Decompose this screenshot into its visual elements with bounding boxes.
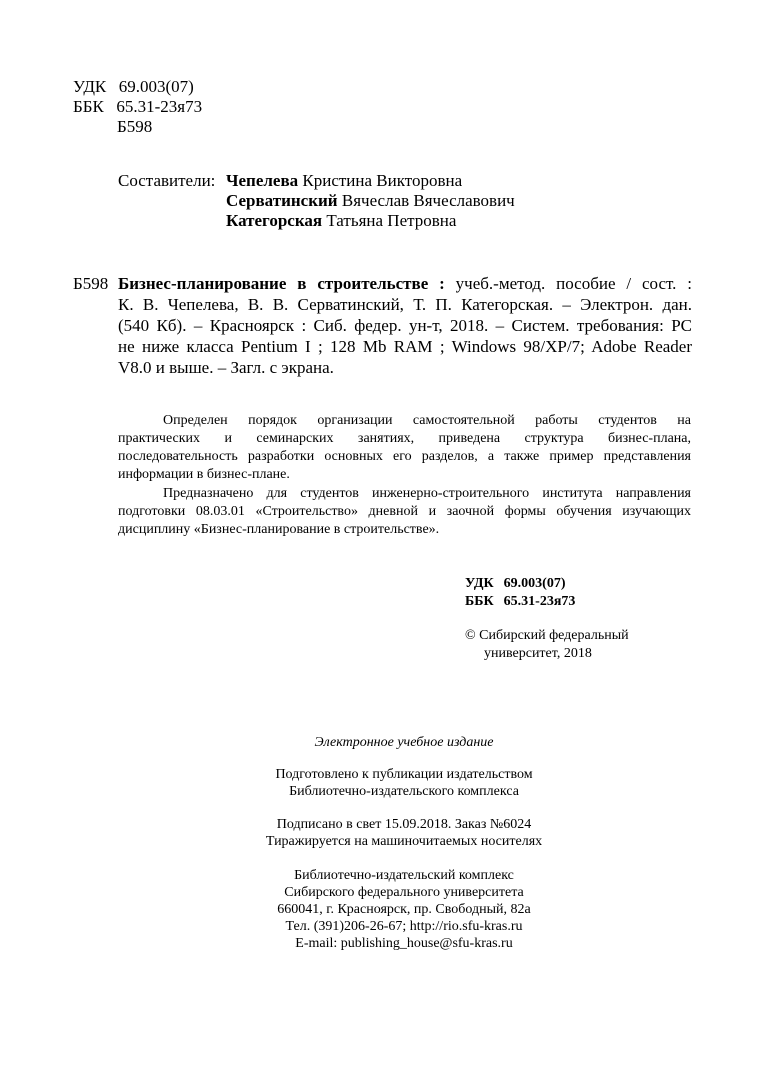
udk-label: УДК (465, 576, 494, 591)
annotation-line: Предназначено для студентов инженерно-строительного института направления (163, 486, 691, 501)
udk-line (73, 76, 194, 97)
compilers-label: Составители: (118, 171, 216, 190)
bib-line-1-rest: учеб.-метод. пособие / сост. : (455, 274, 692, 293)
prepared-line: Подготовлено к публикации издательством (275, 767, 533, 782)
compiler-2 (226, 190, 515, 211)
publisher-email: E-mail: publishing_house@sfu-kras.ru (295, 936, 513, 951)
compiler-surname: Чепелева (226, 171, 299, 190)
publisher-line: Тел. (391)206-26-67; http://rio.sfu-kras.ru (285, 919, 523, 934)
udk-value: 69.003(07) (118, 77, 194, 96)
bib-code: Б598 (73, 274, 109, 293)
compiler-name: Кристина Викторовна (302, 171, 463, 190)
publisher-line: Сибирского федерального университета (284, 885, 524, 900)
bbk-value: 65.31-23я73 (116, 97, 203, 116)
annotation-line: последовательность разработки основных его разделов, а также пример представления (118, 449, 691, 464)
compiler-3 (226, 210, 456, 231)
bbk-label: ББК (465, 594, 494, 609)
bbk-label: ББК (73, 97, 104, 116)
compiler-1 (226, 170, 462, 191)
compiler-surname: Категорская (226, 211, 323, 230)
publisher-line: 660041, г. Красноярск, пр. Свободный, 82а (277, 902, 531, 917)
udk-label: УДК (73, 77, 107, 96)
bib-line-3: (540 Кб). – Красноярск : Сиб. федер. ун-т, 2018. – Систем. требования: PC (118, 316, 692, 335)
udk-value: 69.003(07) (503, 576, 566, 591)
signed-line: Подписано в свет 15.09.2018. Заказ №6024 (276, 817, 532, 832)
publisher-line: Библиотечно-издательский комплекс (294, 868, 514, 883)
classification-bbk (465, 593, 575, 610)
prepared-line: Библиотечно-издательского комплекса (289, 784, 519, 799)
classification-udk (465, 575, 565, 592)
bib-line-1 (118, 273, 692, 294)
annotation-line: дисциплину «Бизнес-планирование в строительстве». (118, 522, 440, 537)
copyright-line-1: © Сибирский федеральный (465, 628, 629, 643)
bbk-line (73, 96, 202, 117)
bib-line-5: V8.0 и выше. – Загл. с экрана. (118, 358, 334, 377)
compiler-surname: Серватинский (226, 191, 338, 210)
annotation-line: практических и семинарских занятиях, приведена структура бизнес-плана, (118, 431, 691, 446)
annotation-line: информации в бизнес-плане. (118, 467, 290, 482)
author-sign: Б598 (117, 117, 153, 136)
annotation-line: Определен порядок организации самостоятельной работы студентов на (163, 413, 691, 428)
bib-line-2: К. В. Чепелева, В. В. Серватинский, Т. П. Категорская. – Электрон. дан. (118, 295, 692, 314)
compiler-name: Вячеслав Вячеславович (341, 191, 515, 210)
compiler-name: Татьяна Петровна (326, 211, 457, 230)
edition-type: Электронное учебное издание (314, 735, 494, 750)
bib-line-4: не ниже класса Pentium I ; 128 Mb RAM ; Windows 98/XP/7; Adobe Reader (118, 337, 692, 356)
bib-title: Бизнес-планирование в строительстве : (118, 274, 445, 293)
annotation-line: подготовки 08.03.01 «Строительство» дневной и заочной формы обучения изучающих (118, 504, 691, 519)
signed-line: Тиражируется на машиночитаемых носителях (265, 834, 543, 849)
bbk-value: 65.31-23я73 (503, 594, 576, 609)
copyright-line-2: университет, 2018 (484, 646, 592, 661)
